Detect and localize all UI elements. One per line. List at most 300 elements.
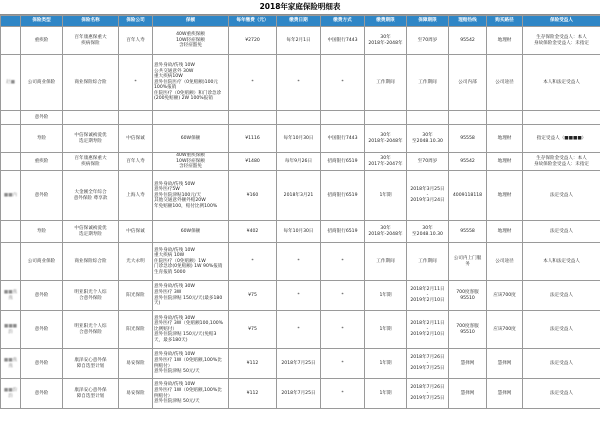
cell-text: 60W保额 <box>180 135 201 141</box>
table-cell <box>407 153 449 171</box>
table-cell <box>523 379 600 409</box>
table-cell <box>449 311 487 349</box>
cell-text: 30年 <box>380 155 391 161</box>
cell-text: 住院医疗（0免赔额）和门诊急诊 <box>154 90 222 96</box>
table-cell <box>21 153 63 171</box>
table-cell <box>229 281 277 311</box>
cell-text: 招商银行6519 <box>327 192 358 198</box>
cell-text: 10W轻症保额 <box>176 158 205 164</box>
cell-text: 40W重疾保额 <box>176 32 205 38</box>
table-cell <box>229 221 277 243</box>
cell-text: 至2048.10.30 <box>412 138 443 144</box>
row-owner-label <box>1 55 21 111</box>
table-cell <box>63 171 119 221</box>
table-cell <box>407 379 449 409</box>
cell-text: 障自选型计划 <box>76 393 105 399</box>
cell-text: 慧择网 <box>460 390 475 396</box>
cell-text: 至70周岁 <box>417 158 438 164</box>
cell-text: 法定受益人 <box>550 360 573 366</box>
cell-text: 含轻症豁免 <box>179 43 202 49</box>
table-cell <box>321 243 365 281</box>
cell-text: 意外医疗 1W（0免赔额,100%比 <box>154 357 222 363</box>
table-row <box>1 153 600 171</box>
cell-text: 30年 <box>380 225 391 231</box>
cell-text: 意外住院津贴 150元/天(最多180 <box>154 295 223 301</box>
cell-text: * <box>341 292 344 298</box>
cell-text: 重疾险 <box>34 158 49 164</box>
table-cell <box>321 379 365 409</box>
header-cell: 保险公司 <box>119 16 153 27</box>
cell-text: 生存保险金受益人：本人 <box>536 155 587 161</box>
cell-text: 明亚阳光个人综 <box>74 289 107 295</box>
cell-text: 中信保诚 <box>126 135 145 141</box>
cell-text: 至2048.10.30 <box>412 231 443 237</box>
cell-text: 合意外保险 <box>79 329 102 335</box>
cell-text: 慧择网 <box>497 390 512 396</box>
row-owner-text: ■■韵韵 <box>3 387 18 399</box>
table-cell <box>487 171 523 221</box>
cell-text: 4009118118 <box>452 192 483 198</box>
cell-text: 公司商业保险 <box>27 79 56 85</box>
cell-text: 公共交通意外 30W <box>154 68 194 74</box>
header-cell: 缴费方式 <box>321 16 365 27</box>
cell-text: ¥75 <box>248 292 257 298</box>
table-row <box>1 281 600 311</box>
header-cell-blank <box>1 16 21 27</box>
cell-text: - <box>426 192 429 198</box>
cell-text: - <box>426 326 429 332</box>
cell-text: 中信保诚 <box>126 228 145 234</box>
table-cell <box>277 281 321 311</box>
table-cell <box>523 27 600 55</box>
table-cell <box>63 153 119 171</box>
cell-text: 选定期寿险 <box>79 138 102 144</box>
cell-text: 至70周岁 <box>417 37 438 43</box>
row-owner-text: ■■燕燕 <box>3 357 18 369</box>
cell-text: * <box>297 326 300 332</box>
table-cell <box>523 281 600 311</box>
table-cell <box>449 349 487 379</box>
cell-text: 意外保险 尊享款 <box>73 195 108 201</box>
cell-text: 门诊急诊(0免赔额) 1W 90%报销 <box>154 264 223 270</box>
row-owner-label <box>1 349 21 379</box>
table-cell <box>321 171 365 221</box>
table-cell <box>365 27 407 55</box>
cell-text: 明亚阳光个人综 <box>74 323 107 329</box>
table-cell <box>365 171 407 221</box>
table-cell <box>407 27 449 55</box>
cell-text: 意外住院津贴 150元/天(免赔3 <box>154 332 217 338</box>
cell-text: 30年 <box>380 34 391 40</box>
table-cell <box>21 379 63 409</box>
cell-text: 意外住院医疗（0免赔额)100元 <box>154 79 219 85</box>
cell-text: 地理财 <box>497 228 512 234</box>
cell-text: 百年人寿 <box>126 37 145 43</box>
table-cell <box>407 221 449 243</box>
header-cell: 保险受益人 <box>523 16 600 27</box>
table-cell <box>229 27 277 55</box>
cell-text: 公司内部 <box>458 79 477 85</box>
table-cell <box>407 243 449 281</box>
table-cell <box>365 379 407 409</box>
table-cell <box>153 379 229 409</box>
cell-text: ¥112 <box>246 390 259 396</box>
table-cell <box>277 111 321 125</box>
cell-text: 易安保险 <box>126 390 145 396</box>
table-cell <box>523 221 600 243</box>
row-owner-label <box>1 221 21 243</box>
cell-text: 百年康惠保重大 <box>74 155 107 161</box>
table-cell <box>321 311 365 349</box>
table-cell <box>119 171 153 221</box>
cell-text: * <box>341 360 344 366</box>
table-cell <box>119 111 153 125</box>
cell-text: 意外住院津贴 50元/天 <box>154 369 200 375</box>
table-cell <box>523 153 600 171</box>
cell-text: 意外住院津贴100元/天 <box>154 192 202 198</box>
table-cell <box>487 379 523 409</box>
table-cell <box>63 379 119 409</box>
insurance-table <box>0 15 600 409</box>
table-cell <box>449 281 487 311</box>
cell-text: ¥160 <box>246 192 259 198</box>
cell-text: 2018年7月25日 <box>281 360 316 366</box>
table-cell <box>153 111 229 125</box>
cell-text: 含轻症豁免 <box>179 164 202 170</box>
cell-text: - <box>426 360 429 366</box>
table-cell <box>277 243 321 281</box>
table-cell <box>229 311 277 349</box>
cell-text: 1年期 <box>379 326 392 332</box>
table-cell <box>487 125 523 153</box>
cell-text: 法定受益人 <box>550 228 573 234</box>
cell-text: 合意外保险 <box>79 295 102 301</box>
table-cell <box>277 349 321 379</box>
table-cell <box>321 55 365 111</box>
table-cell <box>487 243 523 281</box>
cell-text: 每年9月26日 <box>284 158 313 164</box>
table-cell <box>321 153 365 171</box>
cell-text: 天) <box>154 301 161 307</box>
table-row <box>1 349 600 379</box>
cell-text: 意外医疗5W <box>154 187 180 193</box>
table-cell <box>229 171 277 221</box>
table-cell <box>229 111 277 125</box>
cell-text: ¥1480 <box>245 158 260 164</box>
table-cell <box>21 171 63 221</box>
table-cell <box>523 311 600 349</box>
cell-text: 法定受益人 <box>550 326 573 332</box>
table-cell <box>407 171 449 221</box>
cell-text: 意外身故/伤残 50W <box>154 181 195 187</box>
table-cell <box>229 349 277 379</box>
table-cell <box>277 379 321 409</box>
header-cell: 理赔热线 <box>449 16 487 27</box>
table-cell <box>365 311 407 349</box>
cell-text: 务 <box>465 261 470 267</box>
table-cell <box>449 379 487 409</box>
cell-text: 30年 <box>380 132 391 138</box>
cell-text: 95558 <box>460 135 475 141</box>
table-cell <box>119 379 153 409</box>
cell-text: 10W轻症保额 <box>176 37 205 43</box>
cell-text: 商业保险综合险 <box>74 79 107 85</box>
cell-text: 地理财 <box>497 192 512 198</box>
cell-text: 康泽安心意外保 <box>74 357 107 363</box>
table-cell <box>119 125 153 153</box>
table-cell <box>119 311 153 349</box>
table-cell <box>321 281 365 311</box>
cell-text: 意外险 <box>34 192 49 198</box>
table-cell <box>449 171 487 221</box>
table-cell <box>229 153 277 171</box>
cell-text: 30年 <box>422 132 433 138</box>
cell-text: * <box>251 258 254 264</box>
cell-text: 40W重疾保额 <box>176 153 205 159</box>
table-row <box>1 243 600 281</box>
table-cell <box>153 27 229 55</box>
sheet-title: 2018年家庭保险明细表 <box>0 0 600 15</box>
cell-text: 公司途径 <box>495 79 514 85</box>
table-cell <box>153 281 229 311</box>
cell-text: 年免赔额100，赔付比例100% <box>154 203 218 209</box>
table-cell <box>63 111 119 125</box>
cell-text: 身故保险金受益人：未指定 <box>533 40 590 46</box>
cell-text: * <box>341 79 344 85</box>
cell-text: 公司商业保险 <box>27 258 56 264</box>
table-cell <box>21 55 63 111</box>
table-cell <box>365 55 407 111</box>
cell-text: 2018年7月26日 <box>410 355 445 361</box>
cell-text: 工作期间 <box>418 79 437 85</box>
cell-text: 天，最多180天) <box>154 337 188 343</box>
cell-text: 比例赔付） <box>154 326 177 332</box>
cell-text: 2019年7月25日 <box>410 366 445 372</box>
cell-text: 寿险 <box>36 135 47 141</box>
cell-text: 意外身故/伤残 10W <box>154 247 195 253</box>
table-cell <box>119 221 153 243</box>
cell-text: 例赔付） <box>154 393 173 399</box>
cell-text: ¥402 <box>246 228 259 234</box>
table-cell <box>153 153 229 171</box>
table-cell <box>153 55 229 111</box>
cell-text: 每年10月30日 <box>283 135 314 141</box>
table-cell <box>63 243 119 281</box>
table-cell <box>119 27 153 55</box>
table-cell <box>487 221 523 243</box>
table-cell <box>449 111 487 125</box>
table-cell <box>63 349 119 379</box>
cell-text: ¥112 <box>246 360 259 366</box>
cell-text: 中国银行7443 <box>327 135 358 141</box>
cell-text: 意外身故/伤残 30W <box>154 315 195 321</box>
table-cell <box>63 27 119 55</box>
table-cell <box>407 311 449 349</box>
table-cell <box>153 243 229 281</box>
table-row <box>1 221 600 243</box>
table-cell <box>449 125 487 153</box>
cell-text: * <box>251 79 254 85</box>
cell-text: 95542 <box>460 158 475 164</box>
row-owner-label <box>1 243 21 281</box>
header-cell: 保障期限 <box>407 16 449 27</box>
cell-text: 寿险 <box>36 228 47 234</box>
table-cell <box>365 125 407 153</box>
table-cell <box>449 221 487 243</box>
table-cell <box>407 55 449 111</box>
table-cell <box>277 125 321 153</box>
cell-text: 中信保诚祯爱优 <box>74 132 107 138</box>
cell-text: 2018年3月21 <box>283 192 314 198</box>
cell-text: ¥2720 <box>245 37 260 43</box>
cell-text: 重大疾病 10W <box>154 253 185 259</box>
table-cell <box>321 349 365 379</box>
table-cell <box>277 311 321 349</box>
cell-text: 2018年2月11日 <box>410 287 445 293</box>
table-cell <box>119 153 153 171</box>
table-cell <box>449 55 487 111</box>
cell-text: * <box>341 258 344 264</box>
cell-text: 易安保险 <box>126 360 145 366</box>
cell-text: 1年期 <box>379 360 392 366</box>
table-cell <box>119 281 153 311</box>
row-owner-text: ■■■韵 <box>3 323 18 335</box>
cell-text: 疾病保险 <box>81 40 100 46</box>
cell-text: 2018年-2048年 <box>368 231 403 237</box>
table-cell <box>523 171 600 221</box>
cell-text: 2018年2月11日 <box>410 321 445 327</box>
table-cell <box>523 111 600 125</box>
table-cell <box>153 349 229 379</box>
table-cell <box>119 349 153 379</box>
cell-text: * <box>341 326 344 332</box>
cell-text: 2018年7月25日 <box>281 390 316 396</box>
table-cell <box>523 125 600 153</box>
table-cell <box>21 27 63 55</box>
row-owner-label <box>1 153 21 171</box>
cell-text: 慧择网 <box>460 360 475 366</box>
table-cell <box>119 55 153 111</box>
row-owner-text: ■■燕燕 <box>3 289 18 301</box>
header-cell: 购买路径 <box>487 16 523 27</box>
header-cell: 每年缴费（元） <box>229 16 277 27</box>
cell-text: 2018年-2048年 <box>368 40 403 46</box>
cell-text: 每年10月30日 <box>283 228 314 234</box>
cell-text: 重疾险 <box>34 37 49 43</box>
cell-text: 法定受益人 <box>550 390 573 396</box>
cell-text: 2018年7月26日 <box>410 385 445 391</box>
cell-text: 公司途径 <box>495 258 514 264</box>
table-cell <box>407 281 449 311</box>
cell-text: 95510 <box>460 295 475 301</box>
table-cell <box>21 243 63 281</box>
table-cell <box>487 27 523 55</box>
cell-text: (200免赔额) 2W 100%报销 <box>154 96 213 102</box>
cell-text: 大金刚全年综合 <box>74 189 107 195</box>
cell-text: 意外身故/伤残 10W <box>154 62 195 68</box>
table-cell <box>277 171 321 221</box>
table-cell <box>321 111 365 125</box>
table-cell <box>365 111 407 125</box>
table-cell <box>487 311 523 349</box>
table-cell <box>21 221 63 243</box>
cell-text: 重大疾病10W <box>154 74 183 80</box>
cell-text: 700度客服 <box>456 323 479 329</box>
cell-text: 2019年2月10日 <box>410 332 445 338</box>
cell-text: 2019年2月10日 <box>410 298 445 304</box>
cell-text: 公司内上门服 <box>453 255 482 261</box>
table-cell <box>365 243 407 281</box>
cell-text: 疾病保险 <box>81 161 100 167</box>
table-cell <box>407 111 449 125</box>
cell-text: 阳光保险 <box>126 292 145 298</box>
cell-text: 生育报销 5000 <box>154 269 186 275</box>
cell-text: 慧择网 <box>497 360 512 366</box>
cell-text: 工作期间 <box>376 79 395 85</box>
table-cell <box>407 125 449 153</box>
cell-text: 应该700度 <box>493 326 516 332</box>
cell-text: 选定期寿险 <box>79 231 102 237</box>
cell-text: 1年期 <box>379 192 392 198</box>
table-cell <box>449 27 487 55</box>
cell-text: 指定受益人（■■■■） <box>536 135 587 141</box>
cell-text: 法定受益人 <box>550 292 573 298</box>
cell-text: - <box>426 292 429 298</box>
table-cell <box>63 281 119 311</box>
table-cell <box>523 55 600 111</box>
table-cell <box>153 311 229 349</box>
row-owner-label <box>1 111 21 125</box>
cell-text: 1年期 <box>379 390 392 396</box>
table-cell <box>229 125 277 153</box>
table-cell <box>321 27 365 55</box>
cell-text: 95510 <box>460 329 475 335</box>
table-cell <box>277 55 321 111</box>
row-owner-text: 赵■ <box>6 79 15 85</box>
cell-text: * <box>297 292 300 298</box>
cell-text: * <box>297 258 300 264</box>
cell-text: 身故保险金受益人：未指定 <box>533 161 590 167</box>
cell-text: 意外险 <box>34 360 49 366</box>
row-owner-label <box>1 379 21 409</box>
table-cell <box>365 281 407 311</box>
cell-text: * <box>341 390 344 396</box>
table-cell <box>365 349 407 379</box>
table-row <box>1 311 600 349</box>
row-owner-label <box>1 311 21 349</box>
cell-text: 2018年-2048年 <box>368 138 403 144</box>
cell-text: 阳光保险 <box>126 326 145 332</box>
cell-text: 住院医疗（0免赔额）1W <box>154 258 206 264</box>
table-cell <box>229 243 277 281</box>
table-row <box>1 171 600 221</box>
cell-text: 2019年3月24日 <box>410 198 445 204</box>
cell-text: 意外身故/伤残 10W <box>154 382 195 388</box>
table-cell <box>153 125 229 153</box>
cell-text: 100%报销 <box>154 85 177 91</box>
cell-text: 95542 <box>460 37 475 43</box>
cell-text: 百年康惠保重大 <box>74 34 107 40</box>
table-cell <box>21 111 63 125</box>
cell-text: 应该700度 <box>493 292 516 298</box>
row-owner-label <box>1 125 21 153</box>
cell-text: 95558 <box>460 228 475 234</box>
table-body <box>1 27 600 409</box>
header-row <box>1 16 600 27</box>
cell-text: 意外险 <box>34 326 49 332</box>
row-owner-label <box>1 281 21 311</box>
cell-text: 地理财 <box>497 37 512 43</box>
